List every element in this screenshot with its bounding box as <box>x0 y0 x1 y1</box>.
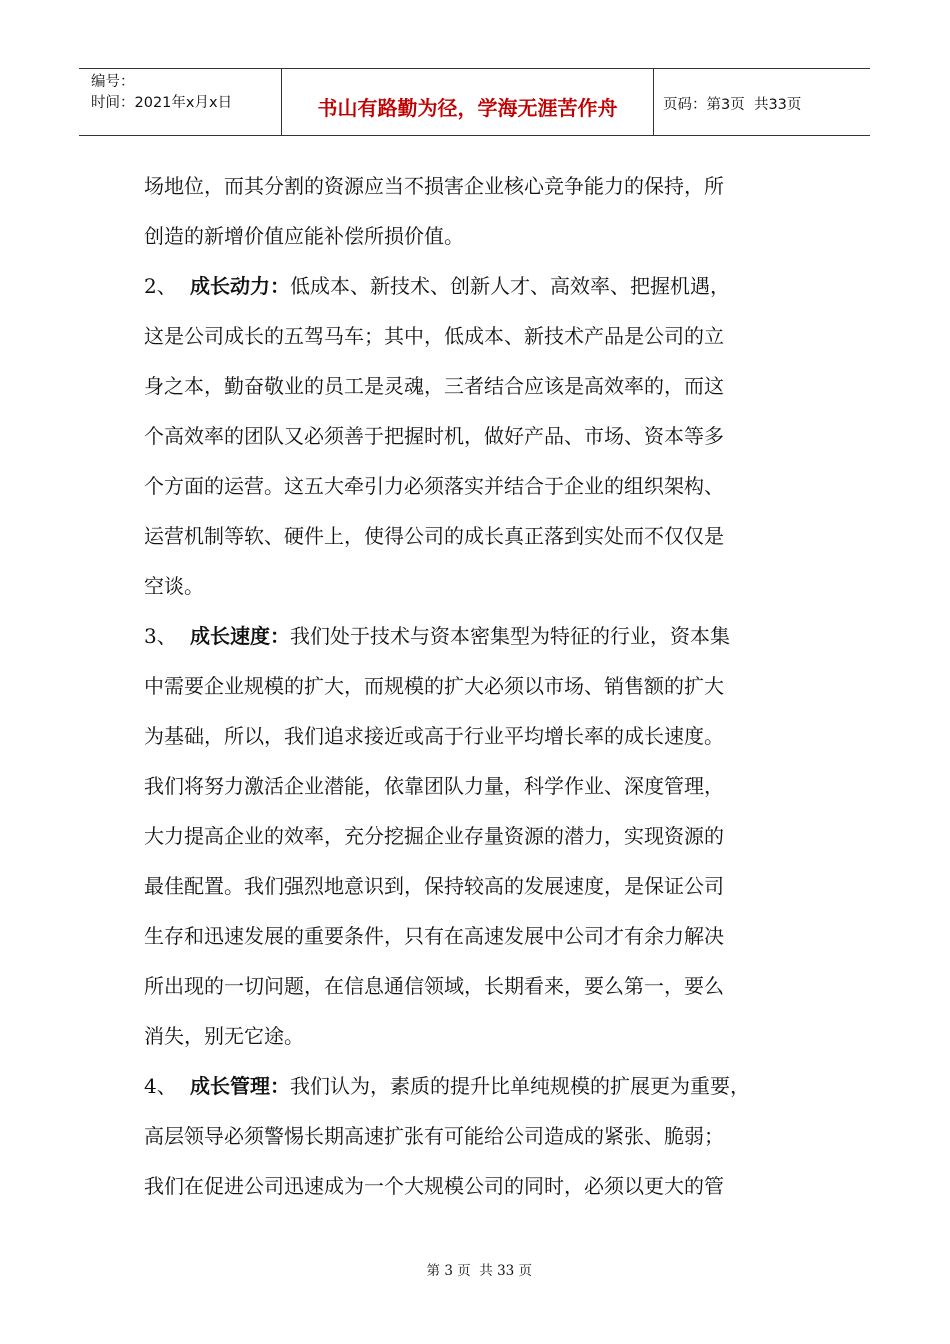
list-item-term: 成长速度： <box>190 624 290 648</box>
text-line: 最佳配置。我们强烈地意识到，保持较高的发展速度，是保证公司 <box>144 874 724 898</box>
list-item-number: 3、 <box>144 624 177 648</box>
header-motto <box>282 69 654 135</box>
text-line: 我们在促进公司迅速成为一个大规模公司的同时，必须以更大的管 <box>144 1174 724 1198</box>
text-line: 创造的新增价值应能补偿所损价值。 <box>144 224 464 248</box>
list-item-growth-speed <box>144 611 824 661</box>
header-motto-text: 书山有路勤为径，学海无涯苦作舟 <box>317 95 618 120</box>
text-line: 个方面的运营。这五大牵引力必须落实并结合于企业的组织架构、 <box>144 474 724 498</box>
text-line: 这是公司成长的五驾马车；其中，低成本、新技术产品是公司的立 <box>144 324 724 348</box>
list-item-number: 4、 <box>144 1074 177 1098</box>
text-line: 空谈。 <box>144 574 204 598</box>
list-item-text: 低成本、新技术、创新人才、高效率、把握机遇， <box>290 274 730 298</box>
text-line: 运营机制等软、硬件上，使得公司的成长真正落到实处而不仅仅是 <box>144 524 724 548</box>
text-line: 场地位，而其分割的资源应当不损害企业核心竞争能力的保持，所 <box>144 174 724 198</box>
text-line: 生存和迅速发展的重要条件，只有在高速发展中公司才有余力解决 <box>144 924 724 948</box>
list-item-term: 成长动力： <box>190 274 290 298</box>
list-item-text: 我们处于技术与资本密集型为特征的行业，资本集 <box>290 624 730 648</box>
page-footer <box>0 1243 950 1279</box>
text-line: 为基础，所以，我们追求接近或高于行业平均增长率的成长速度。 <box>144 724 724 748</box>
list-item-growth-management <box>144 1061 824 1111</box>
header-page-info-text: 页码：第3页 共33页 <box>663 96 802 113</box>
text-line: 中需要企业规模的扩大，而规模的扩大必须以市场、销售额的扩大 <box>144 674 724 698</box>
text-line: 大力提高企业的效率，充分挖掘企业存量资源的潜力，实现资源的 <box>144 824 724 848</box>
list-item-number: 2、 <box>144 274 177 298</box>
text-line: 高层领导必须警惕长期高速扩张有可能给公司造成的紧张、脆弱； <box>144 1124 724 1148</box>
footer-page-number: 第 3 页 共 33 页 <box>426 1263 533 1279</box>
header-number-label: 编号： <box>91 74 135 90</box>
header-meta <box>79 69 282 135</box>
list-item-text: 我们认为，素质的提升比单纯规模的扩展更为重要， <box>290 1074 750 1098</box>
list-item-growth-drivers <box>144 261 824 311</box>
text-line: 我们将努力激活企业潜能，依靠团队力量，科学作业、深度管理， <box>144 774 724 798</box>
header-page-info <box>654 69 870 135</box>
header-time-label: 时间：2021年x月x日 <box>91 95 233 111</box>
text-line: 消失，别无它途。 <box>144 1024 304 1048</box>
text-line: 身之本，勤奋敬业的员工是灵魂，三者结合应该是高效率的，而这 <box>144 374 724 398</box>
list-item-term: 成长管理： <box>190 1074 290 1098</box>
text-line: 所出现的一切问题，在信息通信领域，长期看来，要么第一，要么 <box>144 974 724 998</box>
document-body <box>144 161 824 1211</box>
text-line: 个高效率的团队又必须善于把握时机，做好产品、市场、资本等多 <box>144 424 724 448</box>
page-header <box>79 68 870 136</box>
